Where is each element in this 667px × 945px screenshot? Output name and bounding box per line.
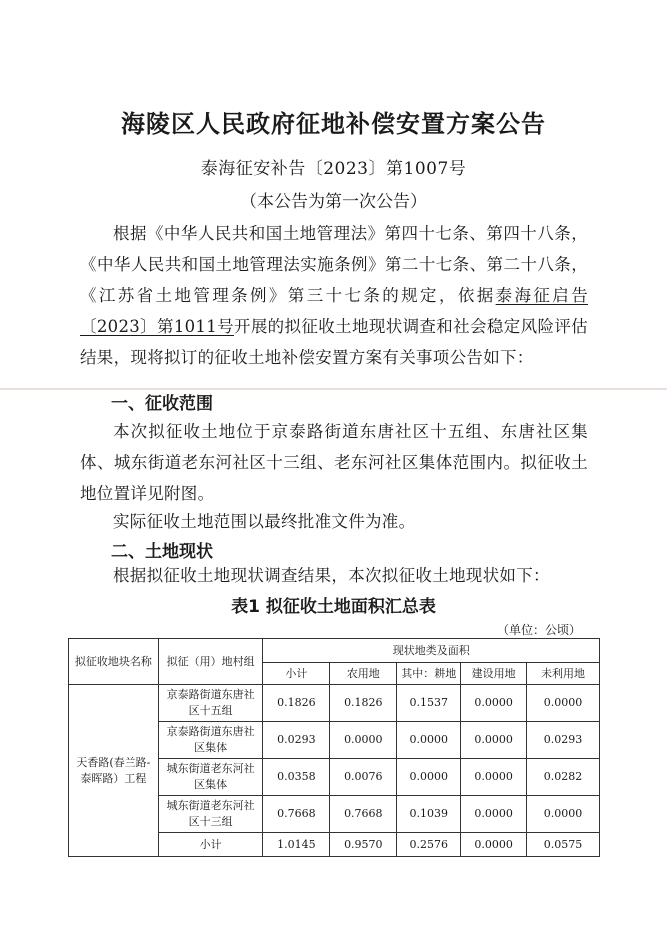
land-area-table xyxy=(68,638,600,857)
unused-cell: 0.0000 xyxy=(527,796,600,833)
document-number: 泰海征安补告〔2023〕第1007号 xyxy=(200,159,467,179)
header-village-group: 拟征（用）地村组 xyxy=(158,639,263,685)
construction-cell: 0.0000 xyxy=(461,759,527,796)
table-row xyxy=(69,685,600,722)
intro-paragraph xyxy=(80,218,588,373)
total-agricultural-cell: 0.9570 xyxy=(330,833,397,857)
agricultural-cell: 0.7668 xyxy=(330,796,397,833)
header-block-name: 拟征收地块名称 xyxy=(69,639,159,685)
construction-cell: 0.0000 xyxy=(461,685,527,722)
intro-reference: 泰海征启告〔2023〕第1011号 xyxy=(80,286,588,336)
document-title: 海陵区人民政府征地补偿安置方案公告 xyxy=(121,109,546,138)
header-agricultural: 农用地 xyxy=(330,663,397,685)
announcement-note: （本公告为第一次公告） xyxy=(240,192,427,212)
section1-heading: 一、征收范围 xyxy=(111,394,213,414)
village-group-cell: 京泰路街道东唐社区十五组 xyxy=(158,685,263,722)
cultivated-cell: 0.1537 xyxy=(397,685,461,722)
total-label-cell: 小计 xyxy=(158,833,263,857)
table-title: 表1 拟征收土地面积汇总表 xyxy=(231,597,436,617)
agricultural-cell: 0.1826 xyxy=(330,685,397,722)
paper-fold-line xyxy=(0,388,667,390)
subtotal-cell: 0.1826 xyxy=(263,685,330,722)
total-cultivated-cell: 0.2576 xyxy=(397,833,461,857)
header-cultivated: 其中：耕地 xyxy=(397,663,461,685)
subtotal-cell: 0.0293 xyxy=(263,722,330,759)
section2-heading: 二、土地现状 xyxy=(111,542,213,562)
construction-cell: 0.0000 xyxy=(461,722,527,759)
section1-paragraph1: 本次拟征收土地位于京泰路街道东唐社区十五组、东唐社区集体、城东街道老东河社区十三组、老东河社区集体范围内。拟征收土地位置详见附图。 xyxy=(80,422,588,503)
unused-cell: 0.0293 xyxy=(527,722,600,759)
construction-cell: 0.0000 xyxy=(461,796,527,833)
village-group-cell: 城东街道老东河社区十三组 xyxy=(158,796,263,833)
block-name-cell: 天香路(春兰路-泰晖路）工程 xyxy=(69,685,159,857)
header-construction: 建设用地 xyxy=(461,663,527,685)
intro-text-part2: 开展的拟征收土地现状调查和社会稳定风险评估结果，现将拟订的征收土地补偿安置方案有关事项公告如下： xyxy=(80,317,588,367)
cultivated-cell: 0.0000 xyxy=(397,722,461,759)
subtotal-cell: 0.0358 xyxy=(263,759,330,796)
section1-paragraph2: 实际征收土地范围以最终批准文件为准。 xyxy=(113,512,416,531)
table-unit: （单位：公顷） xyxy=(496,623,581,637)
header-unused: 未利用地 xyxy=(527,663,600,685)
unused-cell: 0.0000 xyxy=(527,685,600,722)
total-construction-cell: 0.0000 xyxy=(461,833,527,857)
section2-paragraph1: 根据拟征收土地现状调查结果，本次拟征收土地现状如下： xyxy=(113,566,550,585)
intro-text-part1: 根据《中华人民共和国土地管理法》第四十七条、第四十八条，《中华人民共和国土地管理法实施条例》第二十七条、第二十八条，《江苏省土地管理条例》第三十七条的规定，依据 xyxy=(80,224,588,305)
total-unused-cell: 0.0575 xyxy=(527,833,600,857)
agricultural-cell: 0.0000 xyxy=(330,722,397,759)
unused-cell: 0.0282 xyxy=(527,759,600,796)
subtotal-cell: 0.7668 xyxy=(263,796,330,833)
cultivated-cell: 0.1039 xyxy=(397,796,461,833)
village-group-cell: 城东街道老东河社区集体 xyxy=(158,759,263,796)
total-subtotal-cell: 1.0145 xyxy=(263,833,330,857)
village-group-cell: 京泰路街道东唐社区集体 xyxy=(158,722,263,759)
header-current-type-area: 现状地类及面积 xyxy=(263,639,600,663)
cultivated-cell: 0.0000 xyxy=(397,759,461,796)
agricultural-cell: 0.0076 xyxy=(330,759,397,796)
header-subtotal: 小计 xyxy=(263,663,330,685)
